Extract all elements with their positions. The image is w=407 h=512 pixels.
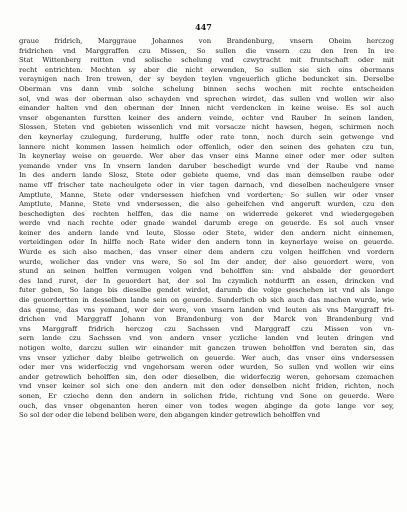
text-line: So sol der oder die lebend beliben were, den abgangen kinder getrewlich beholffen vnd	[19, 411, 321, 420]
text-line: vnser obgenanten furstten keiner des andern veinde, echter vnd Rauber In seinen landen,	[19, 113, 394, 122]
text-line: sern lande czu Sachssen vnd von andern vnser yczliche landen vnd leuten dringen vnd	[19, 334, 394, 343]
text-line: keiner des andern lande vnd leute, Slosse oder Stete, wider den andern nicht einnemen,	[19, 228, 394, 237]
text-line: lannere nicht kommen lassen heimlich oder offenlich, oder den seinen des gehaten czu tun,	[19, 142, 394, 151]
text-line: sonen, Er czieche denn den andern in solichen fride, richtung vnd Sone on geuerde. Were	[19, 391, 394, 400]
text-line: wurde, welicher das vnder vns were, So sol Im der ander, der also geuordert were, von	[19, 257, 394, 266]
text-line: sol, vnd was der oberman also schayden vnd sprechen wirdet, das sullen vnd wollen wir also	[19, 94, 394, 103]
text-line: oder mer vns widerfeczig vnd vngehorsam weren oder wurden, So sullen vnd wollen wir eins	[19, 363, 394, 372]
text-line: Wurde es sich also machen, das vnser einer dem andern czu volgen heiffchen vnd vordern	[19, 248, 394, 257]
text-line: notigen wolte, darczu sullen wir einander mit ganczen truwen beholffen vnd beraten sin, das	[19, 344, 394, 352]
text-line: ander getrewlich beholffen sin, den oder dieselben, die widerfeczig weren, gehorsam czemachen	[19, 372, 394, 381]
text-line: das queme, das vns yemand, wer der were, von vnsern landen vnd leuten als vns Marggraff fri-	[19, 305, 394, 314]
text-line: stund an seinen helffen vermugen volgen vnd beholffen sin: vnd alsbalde der geuordert	[19, 267, 394, 276]
text-line: Stat Wittenberg reitten vnd solische schelung vnd czwytracht mit fruntschaft oder mit	[19, 56, 394, 65]
text-line: fridrichen vnd Marggraffen czu Missen, So sullen die vnsern czu den Iren In ire	[19, 46, 394, 55]
text-line: ouch, das vnser obgenanten heren einer von todes wegen abginge da gote lange vor sey,	[19, 401, 394, 410]
text-line: des land ruret, der In geuordert hat, der sol Im czymlich notdurfft an essen, drincken vnd	[19, 276, 394, 285]
text-line: graue fridrich, Marggraue Johannes von Brandenburg, vnsern Oheim herczog	[19, 37, 394, 45]
text-line: die geuordertten in desselben lande sein on geuerde. Sunderlich ob sich auch das machen wurde, wie	[19, 296, 394, 305]
text-line: Amptlute, Manne, Stete vnd vndersessen, die also geheifchen vnd angeruft wurden, czu den	[19, 200, 394, 209]
text-line: name vff frischer tate nacheulgete oder in vier tagen darnach, vnd dieselben nacheulgere vnser	[19, 180, 394, 189]
text-line: einander halten vnd den oberman der Innen nicht verdencken in keine weise. Es sol auch	[19, 104, 394, 113]
text-line: vnd vnser keiner sol sich one den andern mit den oder denselben nicht friden, richten, noch	[19, 382, 394, 391]
text-line: den keynerlay czulegung, furderung, hulffe oder rate tonn, noch durch sein getwenge vnd	[19, 132, 394, 141]
text-line: Oberman vns dann vmb solche schelung binnen sechs wochen mit rechte entscheiden	[19, 84, 394, 93]
text-line: vns vnser yzlicher daby bleibe getrwelich on geuerde. Wer auch, das vnser eins vndersessen	[19, 353, 394, 362]
text-line: In des andern lande Slosz, Stete oder gebiete queme, vnd das man demselben raube oder	[19, 171, 394, 180]
text-line: yemande vnder vns In vnsern landen daruber beschedigt wurde vnd der Raube vnd name	[19, 161, 394, 170]
text-line: beschedigten des rechten helffen, das die name on widerrede gekeret vnd wiedergegeben	[19, 209, 394, 218]
text-line: verteidingen oder In hilffe noch Rate wider den andern tonn in keynerlaye weise on geuerde.	[19, 238, 394, 247]
text-line: drichen vnd Marggraff Johann von Brandenburg von der Marck von Brandenburg vnd	[19, 315, 394, 324]
text-line: werde vnd nach rechte oder gnade wandel darumb erege on geuerde. Es sol auch vnser	[19, 219, 394, 228]
text-line: veraynigen nach Iren trewen, der sy beyden teylen vngeuerlich gliche beduncket sin. Derselbe	[19, 75, 394, 84]
text-line: In keynerlay weise on geuerde. Wer aber das vnser eins Manne einer oder mer oder sulten	[19, 152, 394, 161]
page-number: 447	[195, 22, 212, 32]
text-line: vns Marggraff fridrich herczog czu Sachssen vnd Marggraff czu Missen von vn-	[19, 324, 394, 333]
body-text	[19, 37, 394, 421]
text-line: futer geben, So lange bis dieselbe gendet wirdet, darumb die volge geschehen ist vnd als lange	[19, 286, 394, 295]
text-line: Amptlute, Manne, Stete oder vndersessen hiefchen vnd vorderten; So sullen wir oder vnser	[19, 190, 394, 199]
text-line: Slossen, Steten vnd gebieten wissenlich vnd mit vorsacze nicht hawsen, hegen, schirmen noch	[19, 123, 394, 132]
text-line: recht entrichten. Mochten sy aber die nicht erwenden, So sullen sie sich eins obermans	[19, 65, 394, 74]
